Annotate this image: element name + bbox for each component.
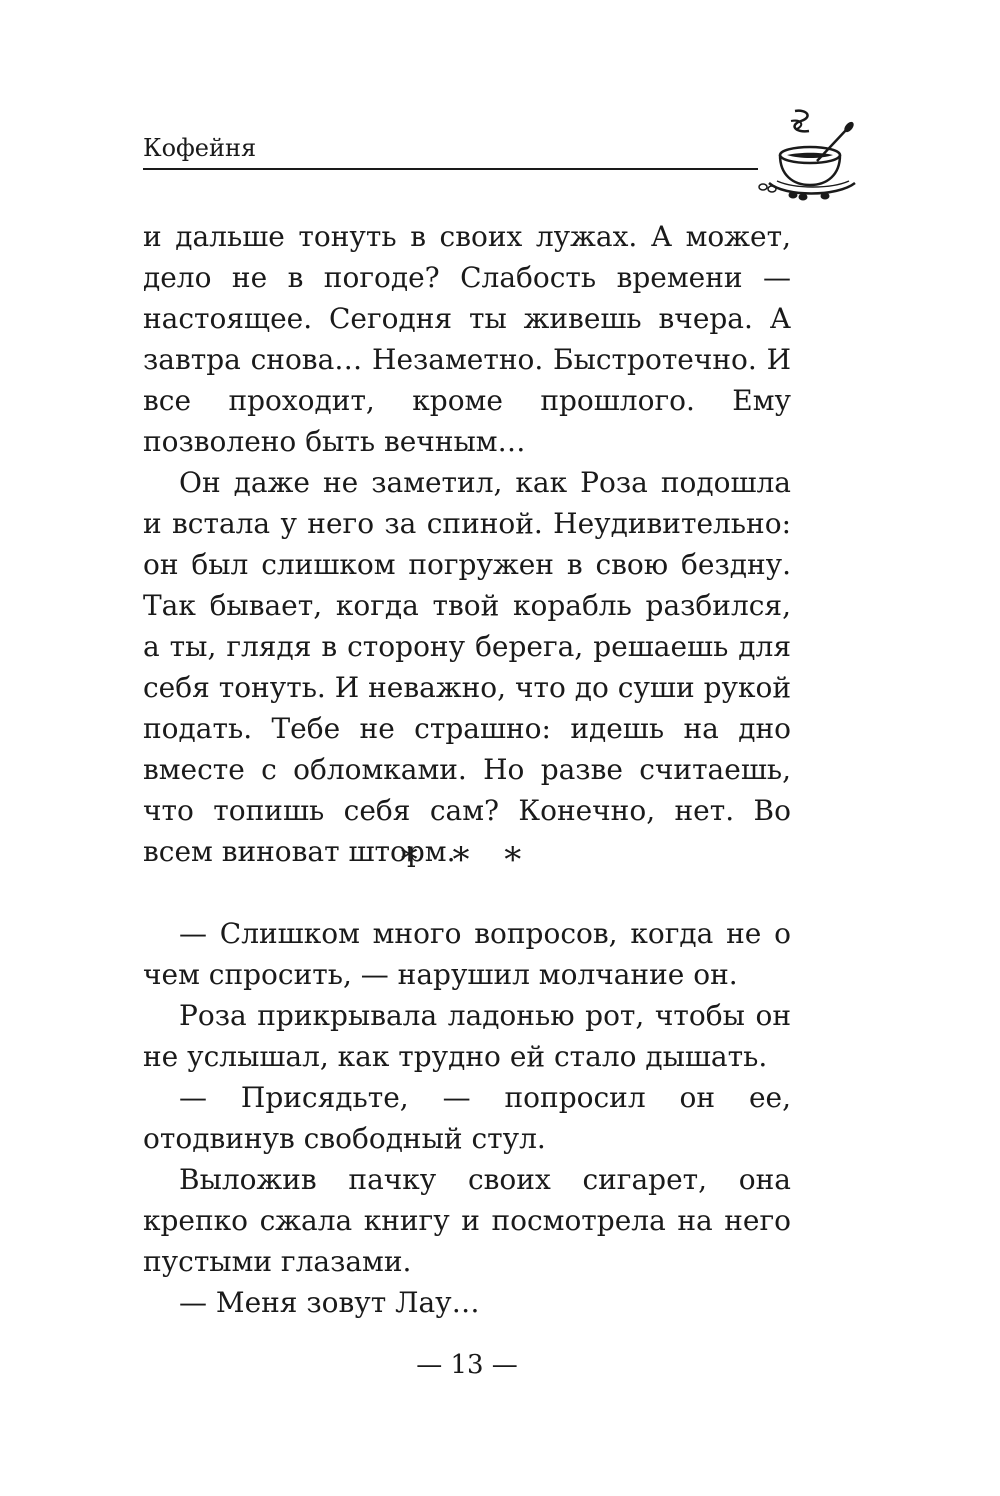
section-separator: * * * [400, 840, 534, 880]
body-text-top [143, 216, 791, 872]
paragraph: Роза прикрывала ладонью рот, чтобы он не услышал, как трудно ей стало дышать. [143, 999, 791, 1073]
paragraph: Он даже не заметил, как Роза подошла и встала у него за спиной. Неудивительно: он был слишком погружен в свою бездну. Так бывает, когда твой корабль разбился, а ты, глядя в сторону берега, решаешь для себя тонуть. И неважно, что до суши рукой подать. Тебе не страшно: идешь на дно вместе с обломками. Но разве считаешь, что топишь себя сам? Конечно, нет. Во всем виноват шторм. [143, 466, 791, 868]
running-title: Кофейня [143, 134, 257, 162]
coffee-cup-icon [755, 103, 865, 203]
paragraph: — Слишком много вопросов, когда не о чем спросить, — нарушил молчание он. [143, 917, 791, 991]
paragraph: Выложив пачку своих сигарет, она крепко сжала книгу и посмотрела на него пустыми глазами. [143, 1163, 791, 1278]
body-text-bottom [143, 913, 791, 1323]
paragraph: и дальше тонуть в своих лужах. А может, дело не в погоде? Слабость времени — настоящее. Сегодня ты живешь вчера. А завтра снова… Незаметно. Быстротечно. И все проходит, кроме прошлого. Ему позволено быть вечным… [143, 220, 791, 458]
running-header [143, 128, 758, 170]
paragraph: — Меня зовут Лау… [179, 1286, 480, 1319]
paragraph: — Присядьте, — попросил он ее, отодвинув свободный стул. [143, 1081, 791, 1155]
page-number: — 13 — [416, 1350, 518, 1380]
